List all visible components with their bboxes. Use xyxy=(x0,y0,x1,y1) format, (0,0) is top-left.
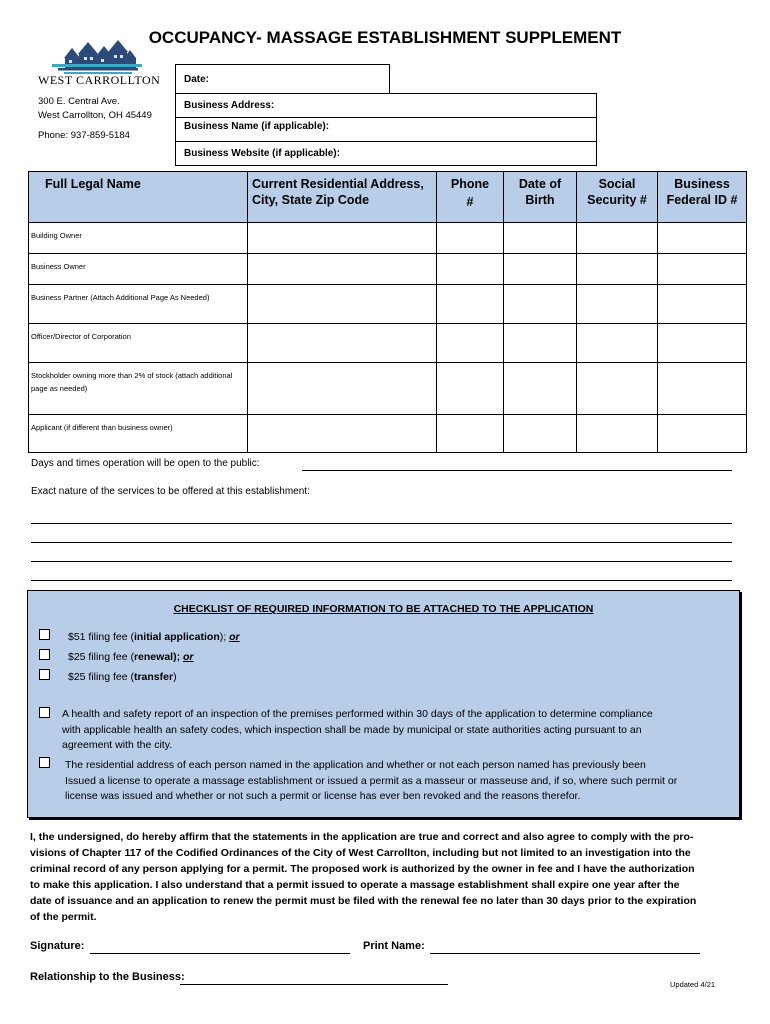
affirmation-line: I, the undersigned, do hereby affirm that the statements in the application are true and correct and also agree to comply with the pro- xyxy=(30,831,694,843)
signature-input[interactable] xyxy=(90,953,350,954)
health-report-label xyxy=(62,707,732,754)
table-cell[interactable] xyxy=(248,324,437,363)
org-phone: Phone: 937-859-5184 xyxy=(38,130,130,141)
table-cell[interactable] xyxy=(658,363,747,415)
table-cell[interactable] xyxy=(504,363,577,415)
table-row xyxy=(29,285,747,324)
relationship-label: Relationship to the Business: xyxy=(30,971,185,983)
row-label-building-owner: Building Owner xyxy=(29,223,248,254)
row-label-business-owner: Business Owner xyxy=(29,254,248,285)
page-title: OCCUPANCY- MASSAGE ESTABLISHMENT SUPPLEMENT xyxy=(148,28,622,47)
fee-text: $25 filing fee ( xyxy=(68,651,134,663)
row-label-officer-director: Officer/Director of Corporation xyxy=(29,324,248,363)
or-text: or xyxy=(183,651,194,663)
residential-line: license was issued and whether or not such a permit or license has ever ben revoked and the reasons therefor. xyxy=(65,790,581,802)
table-cell[interactable] xyxy=(577,254,658,285)
date-field[interactable] xyxy=(175,64,390,94)
services-input-line[interactable] xyxy=(31,542,732,543)
row-label-stockholder: Stockholder owning more than 2% of stock (attach additional page as needed) xyxy=(29,363,248,415)
transfer-fee-checkbox[interactable] xyxy=(39,669,50,680)
affirmation-line: to make this application. I also understand that a permit issued to operate a massage establishment shall expire one year after the xyxy=(30,879,680,891)
table-cell[interactable] xyxy=(437,223,504,254)
date-label: Date: xyxy=(184,74,210,85)
affirmation-line: visions of Chapter 117 of the Codified Ordinances of the City of West Carrollton, including but not limited to an investigation into the xyxy=(30,847,691,859)
table-row xyxy=(29,415,747,453)
org-address-line1: 300 E. Central Ave. xyxy=(38,96,120,107)
checklist-box xyxy=(27,590,740,818)
business-website-label: Business Website (if applicable): xyxy=(184,148,340,159)
table-cell[interactable] xyxy=(504,415,577,453)
fee-text: ); xyxy=(219,631,227,643)
table-cell[interactable] xyxy=(658,223,747,254)
fee-type: renewal); xyxy=(133,651,181,663)
col-phone-label: Phone xyxy=(450,177,490,191)
table-row xyxy=(29,324,747,363)
table-cell[interactable] xyxy=(437,324,504,363)
services-label: Exact nature of the services to be offered at this establishment: xyxy=(31,486,310,497)
business-name-label: Business Name (if applicable): xyxy=(184,121,330,132)
persons-table xyxy=(28,171,747,453)
table-cell[interactable] xyxy=(658,254,747,285)
affirmation-line: date of issuance and an application to renew the permit must be filed with the renewal fee no later than 30 days prior to the expiration xyxy=(30,895,697,907)
renewal-fee-label xyxy=(68,650,194,666)
business-address-label: Business Address: xyxy=(184,100,275,111)
print-name-input[interactable] xyxy=(430,953,700,954)
days-times-label: Days and times operation will be open to the public: xyxy=(31,458,260,469)
table-cell[interactable] xyxy=(577,223,658,254)
col-residential-address: Current Residential Address, City, State Zip Code xyxy=(248,172,437,223)
fee-type: transfer xyxy=(133,671,174,683)
table-cell[interactable] xyxy=(577,415,658,453)
renewal-fee-checkbox[interactable] xyxy=(39,649,50,660)
col-federal-id: Business Federal ID # xyxy=(658,172,747,223)
table-cell[interactable] xyxy=(248,254,437,285)
table-cell[interactable] xyxy=(577,285,658,324)
col-date-of-birth: Date of Birth xyxy=(504,172,577,223)
days-times-input[interactable] xyxy=(302,470,732,471)
table-cell[interactable] xyxy=(248,223,437,254)
affirmation-text xyxy=(30,829,742,925)
affirmation-line: of the permit. xyxy=(30,911,97,923)
col-phone-hash: # xyxy=(466,195,474,209)
residential-address-label xyxy=(65,758,735,805)
table-cell[interactable] xyxy=(504,254,577,285)
org-address-line2: West Carrollton, OH 45449 xyxy=(38,110,152,121)
initial-fee-checkbox[interactable] xyxy=(39,629,50,640)
row-label-applicant: Applicant (if different than business owner) xyxy=(29,415,248,453)
table-cell[interactable] xyxy=(437,415,504,453)
relationship-input[interactable] xyxy=(180,984,448,985)
transfer-fee-label xyxy=(68,670,177,686)
checklist-title: CHECKLIST OF REQUIRED INFORMATION TO BE ATTACHED TO THE APPLICATION xyxy=(173,603,594,615)
table-row xyxy=(29,363,747,415)
table-row xyxy=(29,254,747,285)
table-cell[interactable] xyxy=(248,415,437,453)
fee-type: initial application xyxy=(133,631,220,643)
or-text: or xyxy=(229,631,240,643)
org-name: WEST CARROLLTON xyxy=(38,73,161,87)
health-line: with applicable health an safety codes, which inspection shall be made by municipal or state authorities acting pursuant to an xyxy=(62,723,642,736)
table-row xyxy=(29,223,747,254)
table-cell[interactable] xyxy=(658,285,747,324)
signature-label: Signature: xyxy=(30,940,85,952)
fee-text: $25 filing fee ( xyxy=(68,671,134,683)
table-cell[interactable] xyxy=(658,415,747,453)
table-cell[interactable] xyxy=(577,363,658,415)
table-cell[interactable] xyxy=(504,324,577,363)
business-address-field[interactable] xyxy=(175,93,597,118)
table-cell[interactable] xyxy=(248,285,437,324)
health-report-checkbox[interactable] xyxy=(39,707,50,718)
residential-address-checkbox[interactable] xyxy=(39,757,50,768)
table-cell[interactable] xyxy=(504,285,577,324)
fee-text: $51 filing fee ( xyxy=(68,631,134,643)
row-label-business-partner: Business Partner (Attach Additional Page As Needed) xyxy=(29,285,248,324)
print-name-label: Print Name: xyxy=(363,940,425,952)
table-cell[interactable] xyxy=(577,324,658,363)
table-cell[interactable] xyxy=(658,324,747,363)
services-input-line[interactable] xyxy=(31,523,732,524)
updated-date: Updated 4/21 xyxy=(670,980,716,989)
business-name-field[interactable] xyxy=(175,117,597,142)
business-website-field[interactable] xyxy=(175,141,597,166)
services-input-line[interactable] xyxy=(31,580,732,581)
services-input-line[interactable] xyxy=(31,561,732,562)
initial-fee-label xyxy=(68,630,240,646)
health-line: A health and safety report of an inspection of the premises performed within 30 days of the application to determine compliance xyxy=(62,708,653,720)
health-line: agreement with the city. xyxy=(62,739,173,751)
affirmation-line: criminal record of any person applying for a permit. The proposed work is authorized by the owner in fee and I have the authorization xyxy=(30,863,695,875)
table-cell[interactable] xyxy=(437,285,504,324)
col-full-legal-name: Full Legal Name xyxy=(29,172,248,223)
residential-line: Issued a license to operate a massage establishment or issued a permit as a masseur or masseuse and, if so, where such permit or xyxy=(65,774,678,787)
table-cell[interactable] xyxy=(248,363,437,415)
col-phone xyxy=(437,172,504,223)
table-cell[interactable] xyxy=(437,363,504,415)
residential-line: The residential address of each person named in the application and whether or not each person named has previously been xyxy=(65,759,646,771)
table-cell[interactable] xyxy=(437,254,504,285)
table-cell[interactable] xyxy=(504,223,577,254)
col-social-security: Social Security # xyxy=(577,172,658,223)
fee-text: ) xyxy=(173,671,177,683)
